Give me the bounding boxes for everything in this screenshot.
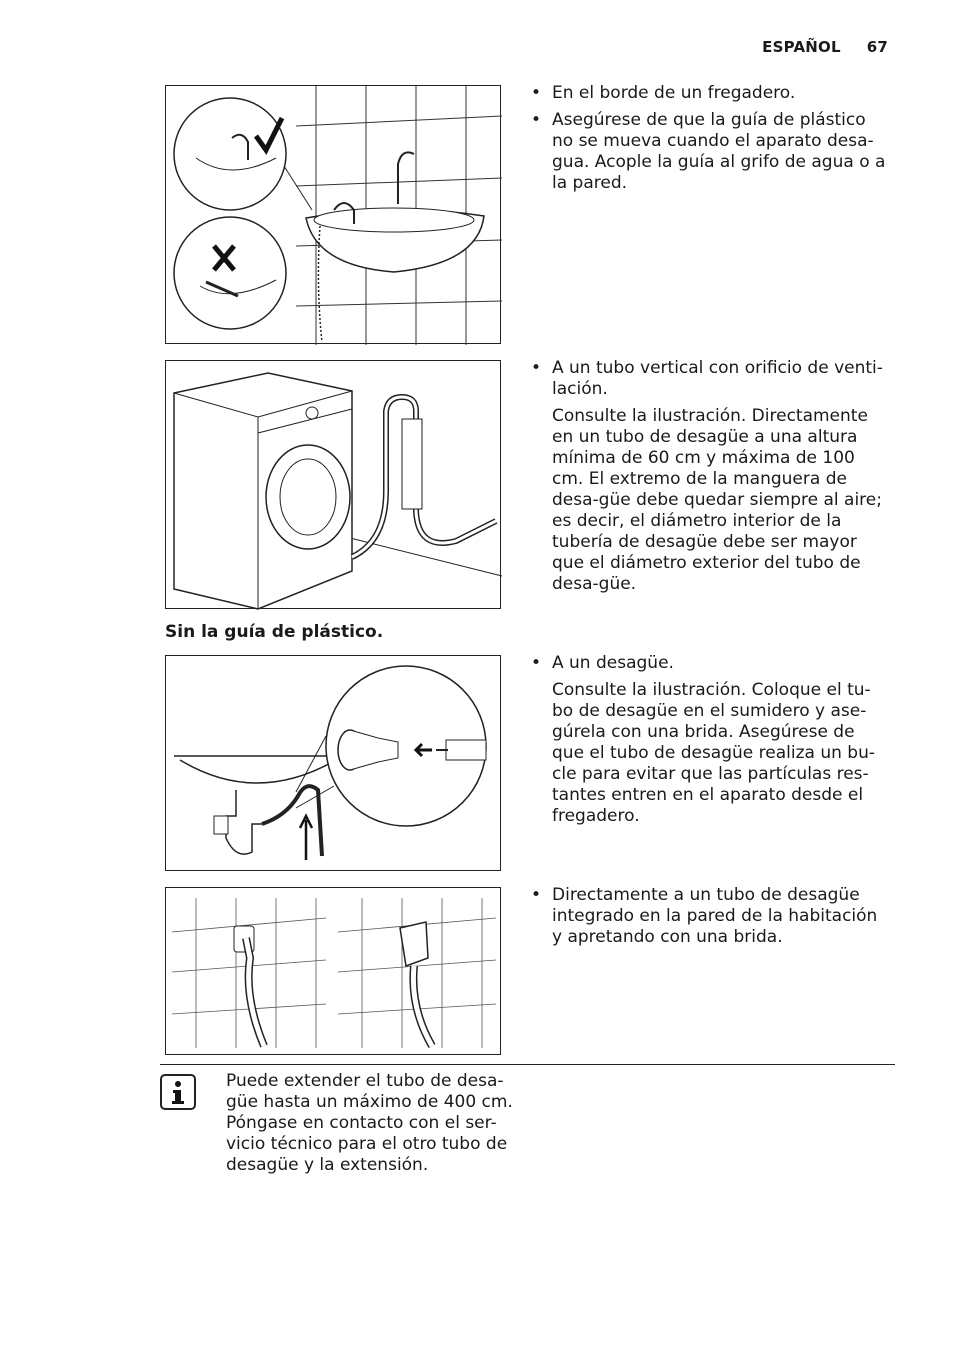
wall-drain-illustration [165,887,501,1055]
bullet-item: • A un desagüe. [531,653,891,674]
text-block-sink-edge [531,83,891,200]
page-number: 67 [866,38,888,56]
bullet-item: • Asegúrese de que la guía de plástico no se mueva cuando el aparato desa-gua. Acople la guía al grifo de agua o a la pared. [531,110,891,194]
bullet-item: • Directamente a un tubo de desagüe integrado en la pared de la habitación y apretando con una brida. [531,885,891,948]
page-header [762,38,888,56]
bullet-item: • A un tubo vertical con orificio de venti-lación. [531,358,891,400]
bullet-item: • En el borde de un fregadero. [531,83,891,104]
sink-edge-illustration [165,85,501,344]
caption-without-guide: Sin la guía de plástico. [165,622,384,642]
info-icon [160,1074,196,1110]
paragraph: Consulte la ilustración. Coloque el tu-bo de desagüe en el sumidero y ase-gúrela con una brida. Asegúrese de que el tubo de desagüe realiza un bu-cle para evitar que las partículas res-tantes entren en el aparato desde el fregadero. [552,680,875,826]
text-block-drain [531,653,891,833]
info-note: Puede extender el tubo de desa-güe hasta un máximo de 400 cm. Póngase en contacto con el ser-vicio técnico para el otro tubo de desagüe y la extensión. [226,1071,513,1175]
sink-drain-illustration [165,655,501,871]
paragraph: Consulte la ilustración. Directamente en un tubo de desagüe a una altura mínima de 60 cm y máxima de 100 cm. El extremo de la manguera de desa-güe debe quedar siempre al aire; es decir, el diámetro interior de la tubería de desagüe debe ser mayor que el diámetro exterior del tubo de desa-güe. [552,406,882,594]
text-block-standpipe [531,358,891,601]
divider [160,1064,895,1065]
section-title: ESPAÑOL [762,38,841,56]
text-block-wall-drain [531,885,891,954]
standpipe-illustration [165,360,501,609]
